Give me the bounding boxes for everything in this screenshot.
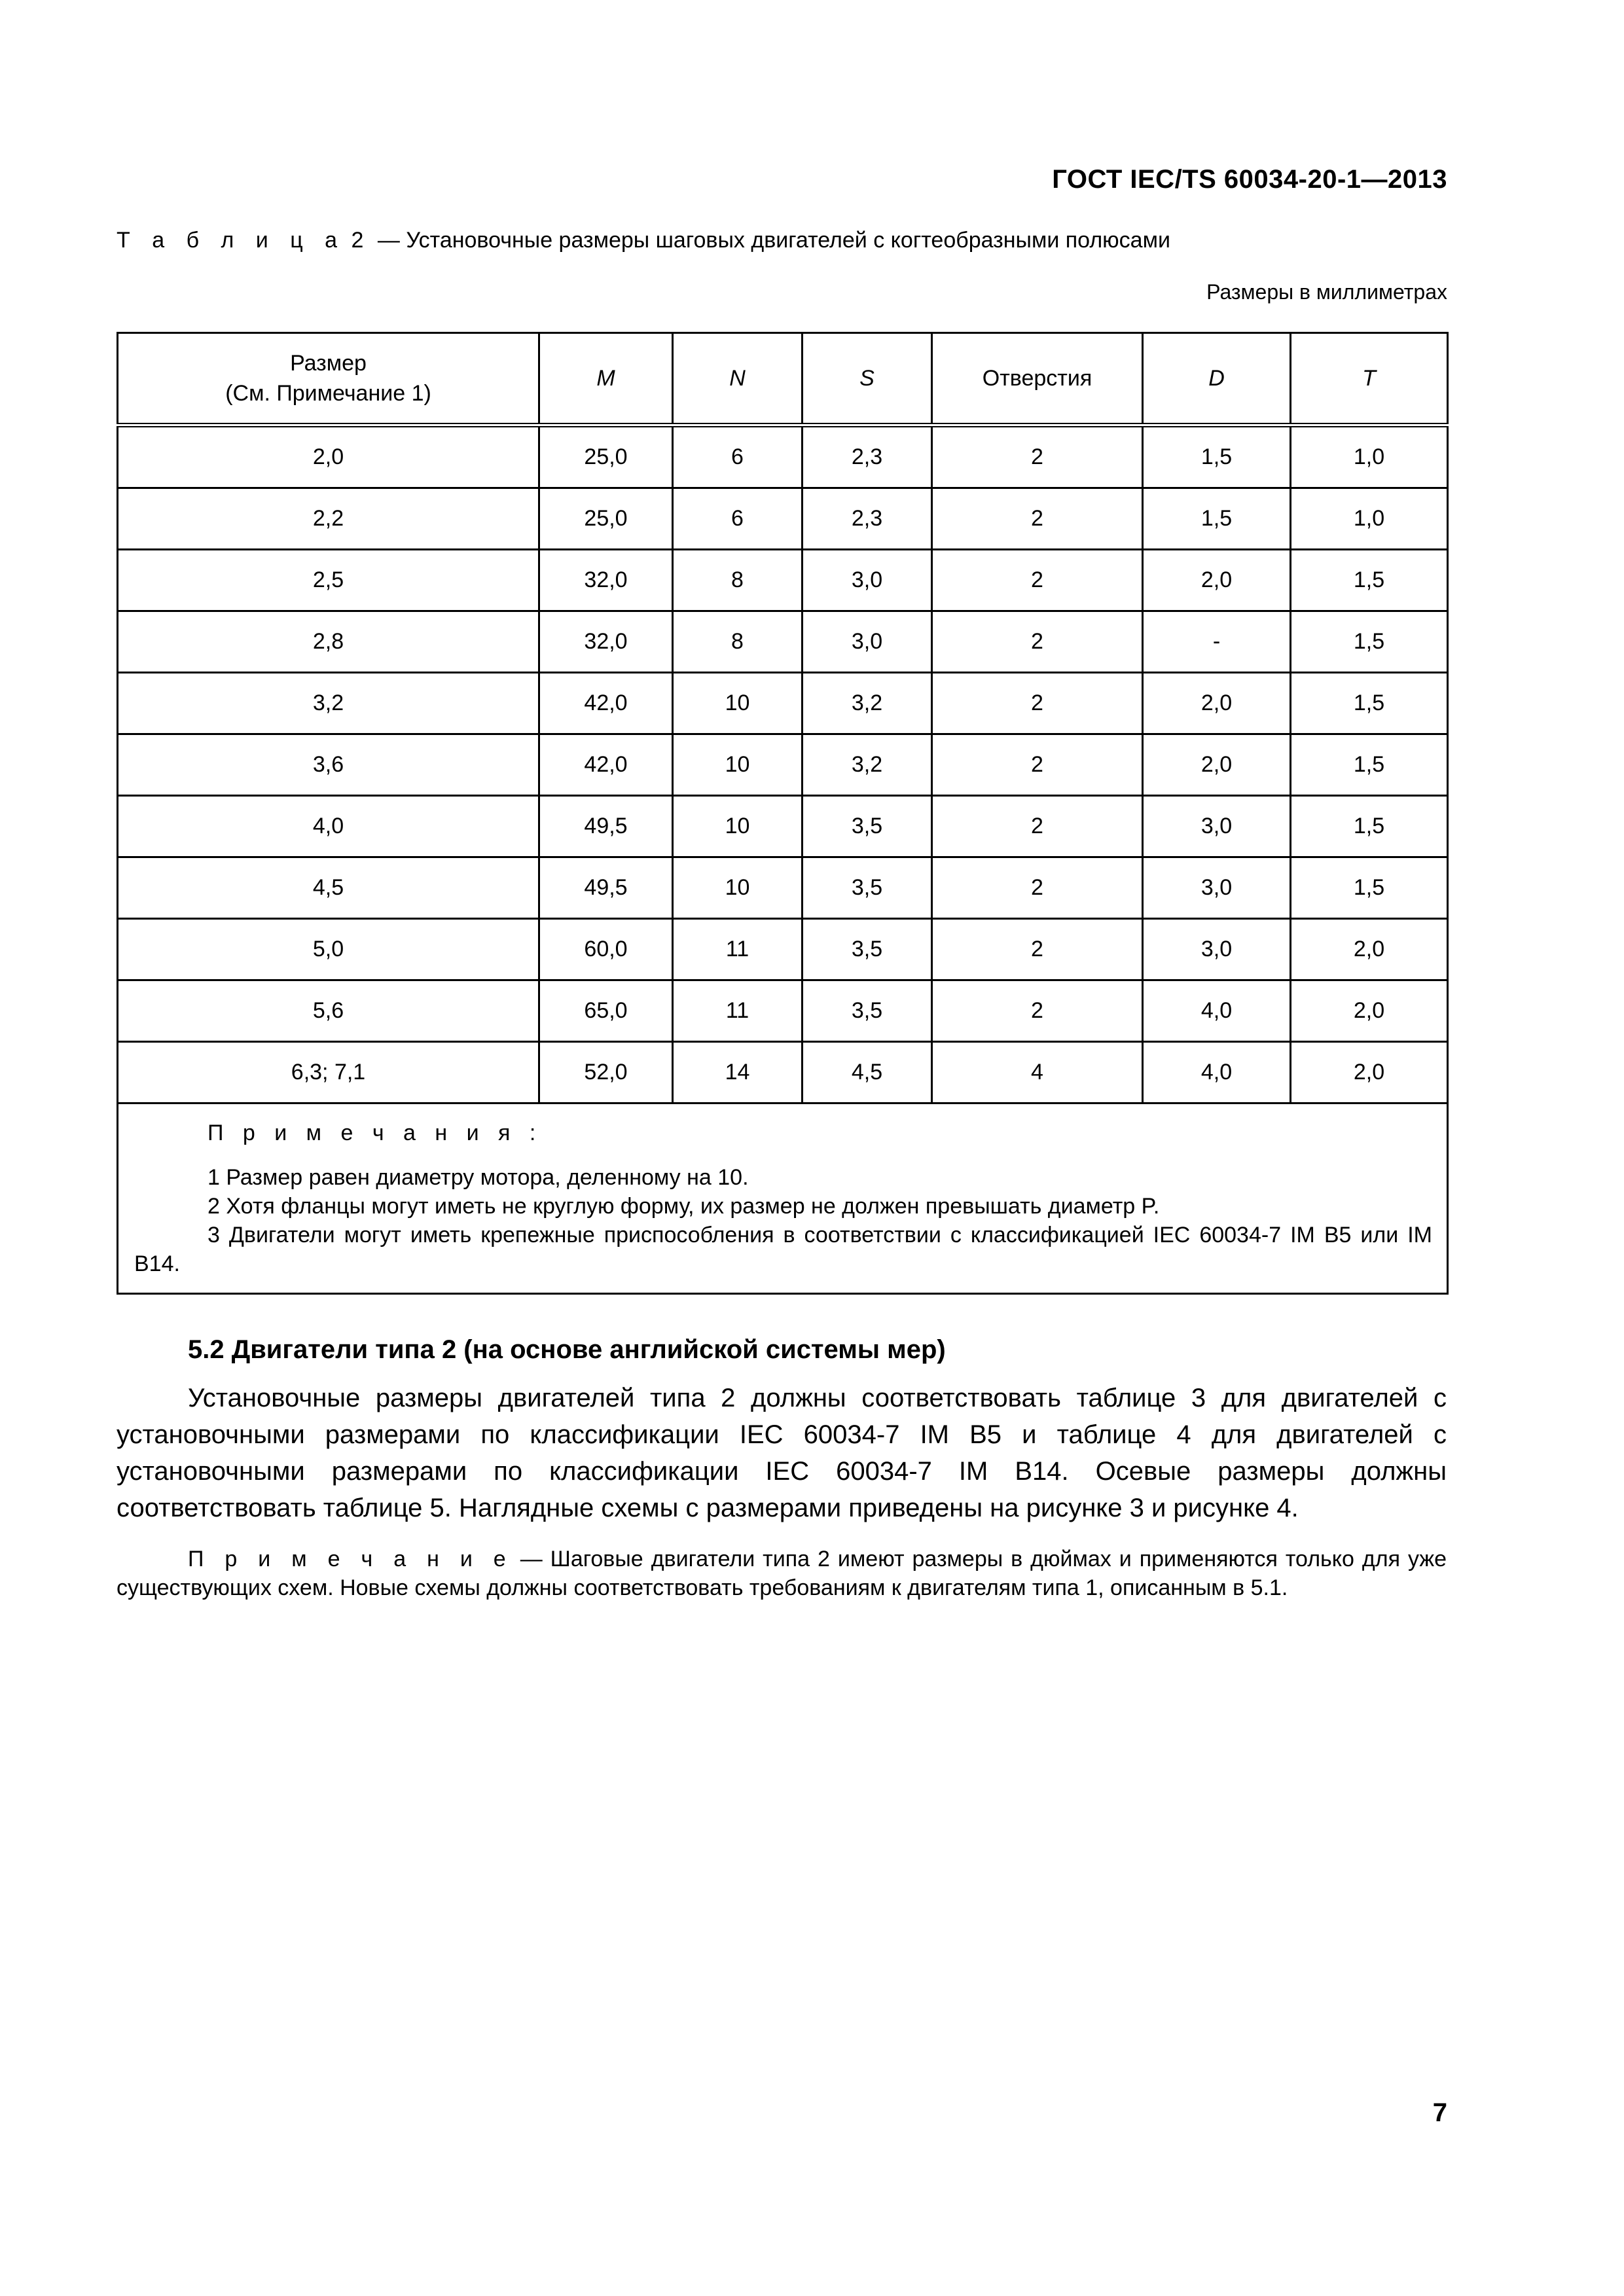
cell-s: 2,3 [803, 425, 932, 488]
cell-size: 2,0 [118, 425, 539, 488]
cell-n: 6 [673, 488, 803, 550]
section-paragraph: Установочные размеры двигателей типа 2 должны соответствовать таблице 3 для двигателей с установочными размерами по классификации IEC 60034-7 IM B5 и таблице 4 для двигателей с установочными размерами по классификации IEC 60034-7 IM B14. Осевые размеры должны соответствовать таблице 5. Наглядные схемы с размерами приведены на рисунке 3 и рисунке 4. [117, 1384, 1447, 1522]
cell-d: - [1143, 611, 1291, 673]
cell-d: 2,0 [1143, 550, 1291, 611]
cell-size: 2,2 [118, 488, 539, 550]
cell-s: 3,5 [803, 796, 932, 857]
cell-holes: 2 [932, 425, 1143, 488]
cell-s: 3,2 [803, 734, 932, 796]
table-caption-text: — Установочные размеры шаговых двигателей с когтеобразными полюсами [377, 228, 1170, 253]
table-row [118, 1042, 1448, 1103]
cell-d: 1,5 [1143, 425, 1291, 488]
cell-holes: 2 [932, 488, 1143, 550]
cell-t: 2,0 [1291, 1042, 1448, 1103]
cell-n: 8 [673, 550, 803, 611]
cell-d: 3,0 [1143, 796, 1291, 857]
cell-size: 4,5 [118, 857, 539, 919]
cell-n: 10 [673, 673, 803, 734]
cell-t: 2,0 [1291, 980, 1448, 1042]
table-row [118, 550, 1448, 611]
document-code: ГОСТ IEC/TS 60034-20-1—2013 [1052, 165, 1447, 194]
section-note-label: П р и м е ч а н и е [188, 1547, 513, 1571]
cell-n: 6 [673, 425, 803, 488]
cell-size: 5,6 [118, 980, 539, 1042]
cell-m: 32,0 [539, 611, 673, 673]
cell-m: 32,0 [539, 550, 673, 611]
cell-holes: 2 [932, 611, 1143, 673]
cell-m: 42,0 [539, 673, 673, 734]
table-row [118, 796, 1448, 857]
cell-n: 10 [673, 796, 803, 857]
cell-d: 2,0 [1143, 734, 1291, 796]
cell-size: 3,2 [118, 673, 539, 734]
table-caption [117, 228, 1170, 253]
cell-s: 4,5 [803, 1042, 932, 1103]
table-row [118, 980, 1448, 1042]
cell-holes: 2 [932, 673, 1143, 734]
header-t: T [1291, 333, 1448, 425]
cell-n: 11 [673, 980, 803, 1042]
cell-t: 1,5 [1291, 611, 1448, 673]
table-row [118, 488, 1448, 550]
notes-title: П р и м е ч а н и я : [208, 1121, 543, 1145]
table-row [118, 611, 1448, 673]
cell-size: 3,6 [118, 734, 539, 796]
cell-t: 1,5 [1291, 796, 1448, 857]
cell-size: 2,5 [118, 550, 539, 611]
cell-t: 1,5 [1291, 734, 1448, 796]
header-holes: Отверстия [932, 333, 1143, 425]
cell-t: 2,0 [1291, 919, 1448, 980]
cell-n: 10 [673, 734, 803, 796]
cell-m: 65,0 [539, 980, 673, 1042]
cell-m: 60,0 [539, 919, 673, 980]
cell-m: 52,0 [539, 1042, 673, 1103]
dimensions-table [117, 332, 1449, 1295]
table-row [118, 734, 1448, 796]
cell-n: 10 [673, 857, 803, 919]
cell-d: 2,0 [1143, 673, 1291, 734]
table-notes [118, 1103, 1448, 1294]
cell-m: 25,0 [539, 488, 673, 550]
cell-t: 1,5 [1291, 673, 1448, 734]
table-caption-prefix: Т а б л и ц а [117, 228, 346, 253]
cell-m: 42,0 [539, 734, 673, 796]
cell-holes: 2 [932, 980, 1143, 1042]
cell-d: 3,0 [1143, 857, 1291, 919]
header-size-line1: Размер [290, 351, 367, 376]
cell-s: 3,0 [803, 611, 932, 673]
header-d: D [1143, 333, 1291, 425]
table-row [118, 673, 1448, 734]
section-note [117, 1545, 1447, 1602]
cell-n: 11 [673, 919, 803, 980]
table-row [118, 425, 1448, 488]
header-m: M [539, 333, 673, 425]
cell-s: 3,5 [803, 857, 932, 919]
table-body [118, 425, 1448, 1103]
cell-s: 3,0 [803, 550, 932, 611]
header-size [118, 333, 539, 425]
cell-holes: 2 [932, 919, 1143, 980]
cell-d: 4,0 [1143, 980, 1291, 1042]
cell-s: 2,3 [803, 488, 932, 550]
cell-t: 1,5 [1291, 857, 1448, 919]
cell-holes: 2 [932, 857, 1143, 919]
header-size-line2: (См. Примечание 1) [225, 381, 431, 406]
header-s: S [803, 333, 932, 425]
cell-size: 4,0 [118, 796, 539, 857]
cell-holes: 4 [932, 1042, 1143, 1103]
table-units: Размеры в миллиметрах [1206, 280, 1447, 304]
note-1: 1 Размер равен диаметру мотора, деленному на 10. [208, 1165, 749, 1190]
cell-t: 1,5 [1291, 550, 1448, 611]
cell-holes: 2 [932, 796, 1143, 857]
header-n: N [673, 333, 803, 425]
cell-size: 6,3; 7,1 [118, 1042, 539, 1103]
cell-s: 3,5 [803, 980, 932, 1042]
cell-m: 49,5 [539, 857, 673, 919]
cell-size: 5,0 [118, 919, 539, 980]
note-3: 3 Двигатели могут иметь крепежные приспособления в соответствии с классификацией IEC 60034-7 IM B5 или IM B14. [134, 1223, 1432, 1276]
cell-t: 1,0 [1291, 488, 1448, 550]
cell-m: 25,0 [539, 425, 673, 488]
cell-d: 1,5 [1143, 488, 1291, 550]
note-2: 2 Хотя фланцы могут иметь не круглую форму, их размер не должен превышать диаметр P. [208, 1194, 1160, 1219]
table-header-row [118, 333, 1448, 425]
cell-d: 4,0 [1143, 1042, 1291, 1103]
table-caption-number: 2 [351, 228, 372, 253]
section-note-text: — Шаговые двигатели типа 2 имеют размеры в дюймах и применяются только для уже существующих схем. Новые схемы должны соответствовать требованиям к двигателям типа 1, описанным в 5.1. [117, 1547, 1447, 1600]
cell-n: 8 [673, 611, 803, 673]
page-number: 7 [1432, 2098, 1447, 2127]
table-row [118, 857, 1448, 919]
cell-s: 3,2 [803, 673, 932, 734]
cell-holes: 2 [932, 734, 1143, 796]
cell-n: 14 [673, 1042, 803, 1103]
cell-s: 3,5 [803, 919, 932, 980]
cell-holes: 2 [932, 550, 1143, 611]
notes-row [118, 1103, 1448, 1294]
cell-m: 49,5 [539, 796, 673, 857]
section-title: 5.2 Двигатели типа 2 (на основе английской системы мер) [188, 1335, 946, 1364]
cell-size: 2,8 [118, 611, 539, 673]
cell-d: 3,0 [1143, 919, 1291, 980]
cell-t: 1,0 [1291, 425, 1448, 488]
table-row [118, 919, 1448, 980]
